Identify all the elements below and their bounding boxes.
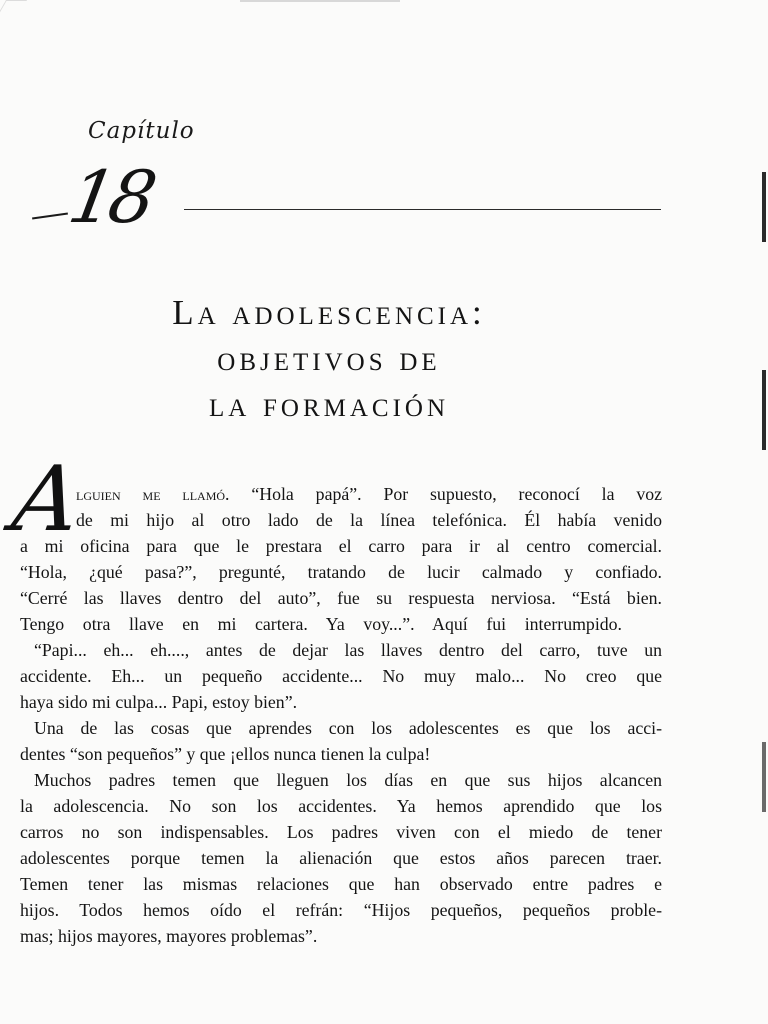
scan-edge-mark: [762, 172, 766, 242]
chapter-title: [0, 290, 658, 428]
drop-cap: A: [6, 447, 87, 552]
body-line: Una de las cosas que aprendes con los adolescentes es que los acci-: [34, 718, 662, 738]
body-line: “Papi... eh... eh...., antes de dejar las llaves dentro del carro, tuve un: [34, 640, 662, 660]
page-edge: [240, 0, 400, 2]
body-line: “Cerré las llaves dentro del auto”, fue su respuesta nerviosa. “Está bien.: [20, 588, 662, 608]
body-line: accidente. Eh... un pequeño accidente... No muy malo... No creo que: [20, 666, 662, 686]
page-corner-fold: [0, 0, 27, 21]
chapter-label: Capítulo: [88, 118, 195, 144]
chapter-title-line: objetivos de: [217, 339, 441, 378]
body-line: a mi oficina para que le prestara el carro para ir al centro comercial.: [20, 536, 662, 556]
body-line: dentes “son pequeños” y que ¡ellos nunca tienen la culpa!: [20, 744, 431, 764]
chapter-left-rule: [32, 213, 68, 220]
body-line: Tengo otra llave en mi cartera. Ya voy...”. Aquí fui interrumpido.: [20, 614, 622, 634]
chapter-right-rule: [184, 209, 661, 210]
chapter-title-line: la formación: [208, 385, 450, 424]
body-line: Muchos padres temen que lleguen los días en que sus hijos alcancen: [34, 770, 662, 790]
body-line: “Hola, ¿qué pasa?”, pregunté, tratando de lucir calmado y confiado.: [20, 562, 662, 582]
body-line: hijos. Todos hemos oído el refrán: “Hijos pequeños, pequeños proble-: [20, 900, 662, 920]
body-line: de mi hijo al otro lado de la línea telefónica. Él había venido: [76, 510, 662, 530]
body-line: carros no son indispensables. Los padres viven con el miedo de tener: [20, 822, 662, 842]
body-line: haya sido mi culpa... Papi, estoy bien”.: [20, 692, 298, 712]
body-line: Temen tener las mismas relaciones que han observado entre padres e: [20, 874, 662, 894]
scan-edge-mark: [762, 742, 766, 812]
scan-edge-mark: [762, 370, 766, 450]
body-line: [76, 481, 662, 507]
body-line: la adolescencia. No son los accidentes. Ya hemos aprendido que los: [20, 796, 662, 816]
lead-in: lguien me llamó.: [76, 484, 230, 504]
chapter-number: 18: [62, 155, 158, 239]
body-line: adolescentes porque temen la alienación que estos años parecen traer.: [20, 848, 662, 868]
first-line-rest: “Hola papá”. Por supuesto, reconocí la voz: [229, 484, 663, 504]
chapter-title-line: La adolescencia:: [172, 293, 486, 332]
body-line: mas; hijos mayores, mayores problemas”.: [20, 926, 318, 946]
